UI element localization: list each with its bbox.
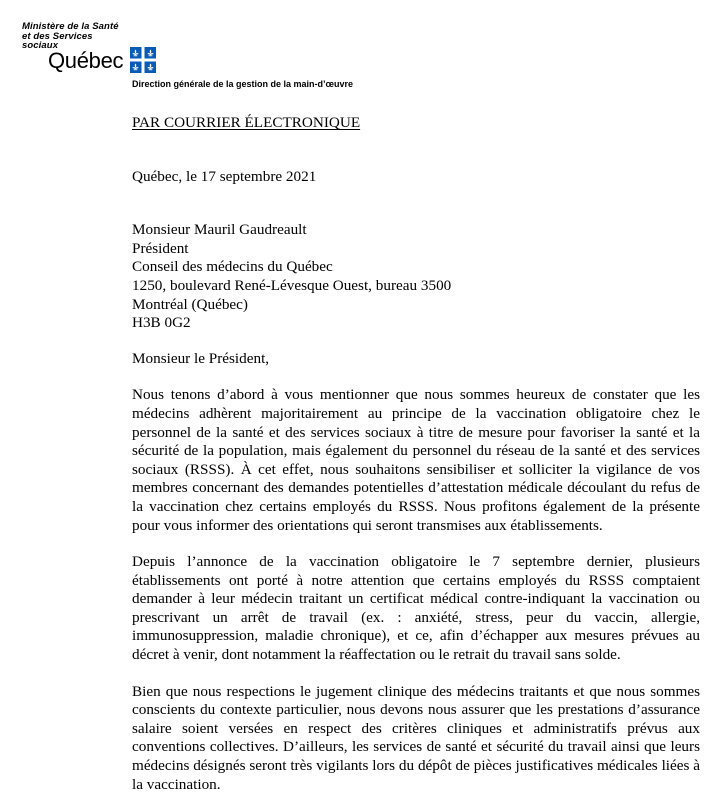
recipient-address — [132, 221, 700, 333]
ministry-name — [22, 22, 142, 51]
ministry-line: sociaux — [22, 40, 59, 51]
address-line: H3B 0G2 — [132, 314, 191, 332]
delivery-method: PAR COURRIER ÉLECTRONIQUE — [132, 114, 361, 131]
letter-body — [132, 114, 700, 812]
address-line: Conseil des médecins du Québec — [132, 258, 333, 276]
address-line: 1250, boulevard René-Lévesque Ouest, bureau 3500 — [132, 276, 452, 294]
paragraph: Bien que nous respections le jugement clinique des médecins traitants et que nous sommes conscients du contexte particulier, nous devons nous assurer que les prestations d’assurance salaire soient versées en respect des critères cliniques et administratifs prévus aux conventions collectives. D’ailleurs, les services de santé et sécurité du travail ainsi que leurs médecins désignés seront très vigilants lors du dépôt de pièces justificatives médicales liées à la vaccination. — [132, 682, 700, 793]
quebec-wordmark: Québec — [48, 48, 124, 73]
paragraph: Depuis l’annonce de la vaccination obligatoire le 7 septembre dernier, plusieurs établissements ont porté à notre attention que certains employés du RSSS comptaient demander à leur médecin traitant un certificat médical contre-indiquant la vaccination ou prescrivant un arrêt de travail (ex. : anxiété, stress, peur du vaccin, allergie, immunosuppression, maladie chronique), et ce, afin d’échapper aux mesures prévues au décret à venir, dont notamment la réaffectation ou le retrait du travail sans solde. — [132, 553, 700, 664]
address-line: Monsieur Mauril Gaudreault — [132, 221, 307, 239]
letterhead — [22, 22, 442, 94]
paragraph: Nous tenons d’abord à vous mentionner que nous sommes heureux de constater que les médecins adhèrent majoritairement au principe de la vaccination obligatoire chez le personnel de la santé et des services sociaux à titre de mesure pour favoriser la santé et la sécurité de la population, mais également du personnel du réseau de la santé et des services sociaux (RSSS). À cet effet, nous souhaitons sensibiliser et solliciter la vigilance de vos membres concernant des demandes potentielles d’attestation médicale découlant du refus de la vaccination chez certains employés du RSSS. Nous profitons également de la présente pour vous informer des orientations qui seront transmises aux établissements. — [132, 386, 700, 534]
ministry-line: et des Services — [22, 30, 93, 42]
salutation: Monsieur le Président, — [132, 349, 270, 367]
address-line: Président — [132, 239, 189, 257]
letter-date: Québec, le 17 septembre 2021 — [132, 167, 317, 185]
address-line: Montréal (Québec) — [132, 295, 248, 313]
quebec-fleurdelise-icon — [130, 47, 156, 73]
direction-name: Direction générale de la gestion de la main-d’œuvre — [132, 79, 354, 89]
ministry-line: Ministère de la Santé — [22, 21, 119, 32]
